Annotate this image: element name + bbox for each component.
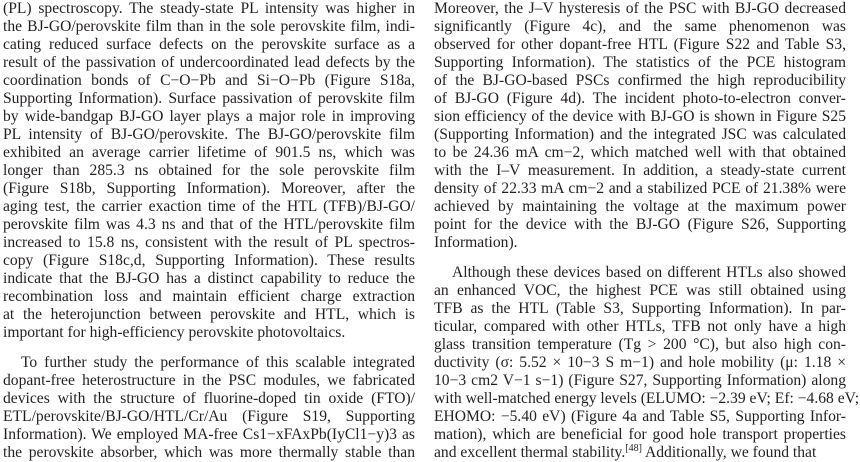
text-line: TFB as the HTL (Table S3, Supporting Information). In par- bbox=[434, 300, 846, 317]
text-line: dopant-free heterostructure in the PSC modules, we fabricated bbox=[3, 372, 415, 389]
text-line: of the BJ-GO-based PSCs confirmed the high reproducibility bbox=[434, 72, 846, 89]
text-line: density of 22.33 mA cm−2 and a stabilized PCE of 21.38% were bbox=[434, 180, 846, 197]
text-line: glass transition temperature (Tg > 200 °C), but also high con- bbox=[434, 336, 846, 353]
text-line bbox=[434, 444, 846, 462]
text-line: 10−3 cm2 V−1 s−1) (Figure S27, Supporting Information) along bbox=[434, 372, 846, 389]
text-line: mation), which are beneficial for good hole transport properties bbox=[434, 426, 846, 443]
text-line: result of the passivation of undercoordinated lead defects by the bbox=[3, 54, 415, 71]
text-line: with well-matched energy levels (ELUMO: −2.39 eV; Ef: −4.68 eV; bbox=[434, 390, 860, 407]
paragraph-first-line: Although these devices based on different HTLs also showed bbox=[452, 264, 846, 281]
text-line: EHOMO: −5.40 eV) (Figure 4a and Table S5, Supporting Infor- bbox=[434, 408, 846, 425]
text-line: (Supporting Information) and the integrated JSC was calculated bbox=[434, 126, 846, 143]
text-line: observed for other dopant-free HTL (Figure S22 and Table S3, bbox=[434, 36, 846, 53]
line-text: Additionally, we found that bbox=[641, 444, 817, 461]
text-line: ductivity (σ: 5.52 × 10−3 S m−1) and hole mobility (μ: 1.18 × bbox=[434, 354, 846, 371]
text-line: increased to 15.8 ns, consistent with the result of PL spectros- bbox=[3, 234, 415, 251]
line-text: and excellent thermal stability. bbox=[434, 444, 626, 461]
text-line: Moreover, the J–V hysteresis of the PSC with BJ-GO decreased bbox=[434, 0, 846, 17]
text-line: indicate that the BJ-GO has a distinct capability to reduce the bbox=[3, 270, 415, 287]
text-line: recombination loss and maintain efficient charge extraction bbox=[3, 288, 415, 305]
text-line: copy (Figure S18c,d, Supporting Information). These results bbox=[3, 252, 415, 269]
text-line: to be 24.36 mA cm−2, which matched well with that obtained bbox=[434, 144, 846, 161]
text-line: longer than 285.3 ns obtained for the sole perovskite film bbox=[3, 162, 415, 179]
text-line: coordination bonds of C−O−Pb and Si−O−Pb (Figure S18a, bbox=[3, 72, 415, 89]
text-line: of BJ-GO (Figure 4d). The incident photo-to-electron conver- bbox=[434, 90, 846, 107]
text-line: ticular, compared with other HTLs, TFB not only have a high bbox=[434, 318, 846, 335]
text-line: cating reduced surface defects on the perovskite surface as a bbox=[3, 36, 415, 53]
text-line: the perovskite absorber, which was more thermally stable than bbox=[3, 444, 415, 461]
text-line: point for the device with the BJ-GO (Figure S26, Supporting bbox=[434, 216, 846, 233]
text-line: PL intensity of BJ-GO/perovskite. The BJ-GO/perovskite film bbox=[3, 126, 415, 143]
text-line: significantly (Figure 4c), and the same phenomenon was bbox=[434, 18, 846, 35]
reference-citation[interactable]: [48] bbox=[625, 443, 642, 454]
text-line: Information). bbox=[434, 234, 518, 251]
text-line: at the heterojunction between perovskite and HTL, which is bbox=[3, 306, 415, 323]
text-line: aging test, the carrier exaction time of the HTL (TFB)/BJ-GO/ bbox=[3, 198, 415, 215]
text-line: Supporting Information). The statistics of the PCE histogram bbox=[434, 54, 846, 71]
text-line: important for high-efficiency perovskite photovoltaics. bbox=[3, 324, 346, 341]
text-line: sion efficiency of the device with BJ-GO is shown in Figure S25 bbox=[434, 108, 846, 125]
text-line: Information). We employed MA-free Cs1−xFAxPb(IyCl1−y)3 as bbox=[3, 426, 415, 443]
text-line: (Figure S18b, Supporting Information). Moreover, after the bbox=[3, 180, 415, 197]
paragraph-first-line: To further study the performance of this scalable integrated bbox=[21, 354, 415, 371]
text-line: by wide-bandgap BJ-GO layer plays a major role in improving bbox=[3, 108, 415, 125]
text-line: with the I–V measurement. In addition, a steady-state current bbox=[434, 162, 846, 179]
text-line: perovskite film was 4.3 ns and that of the HTL/perovskite film bbox=[3, 216, 415, 233]
text-line: an enhanced VOC, the highest PCE was still obtained using bbox=[434, 282, 846, 299]
text-line: devices with the structure of fluorine-doped tin oxide (FTO)/ bbox=[3, 390, 415, 407]
text-line: Supporting Information). Surface passivation of perovskite film bbox=[3, 90, 415, 107]
text-line: the BJ-GO/perovskite film than in the sole perovskite film, indi- bbox=[3, 18, 415, 35]
text-line: ETL/perovskite/BJ-GO/HTL/Cr/Au (Figure S19, Supporting bbox=[3, 408, 415, 425]
text-line: achieved by maintaining the voltage at the maximum power bbox=[434, 198, 846, 215]
text-line: (PL) spectroscopy. The steady-state PL intensity was higher in bbox=[3, 0, 415, 17]
text-line: exhibited an average carrier lifetime of 901.5 ns, which was bbox=[3, 144, 415, 161]
